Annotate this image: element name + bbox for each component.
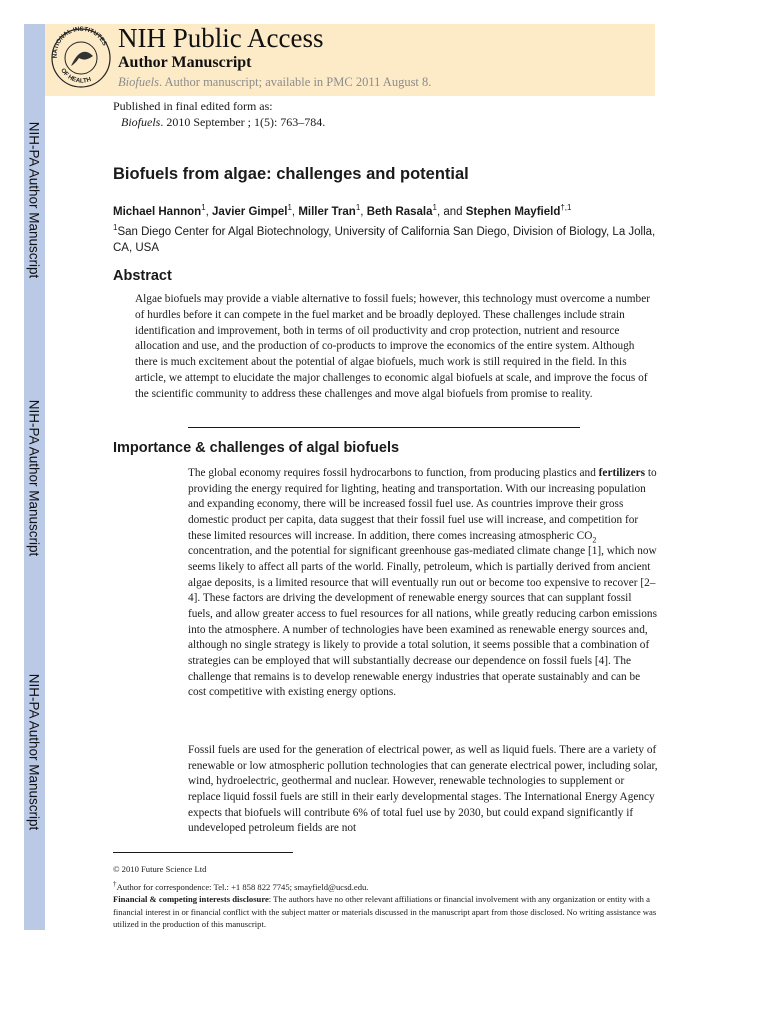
published-in-block <box>113 98 325 130</box>
body-paragraph-1: The global economy requires fossil hydrocarbons to function, from producing plastics and fertilizers to providing the energy required for lighting, heating and transportation. With our increasing population and expanding economy, there will be increased fossil fuel use. As countries improve their gross domestic product per capita, data suggest that their fossil fuel use will increase, and competition for these limited resources will increase. In addition, there comes increasing atmospheric $CO_2$ concentration, and the potential for significant greenhouse gas-mediated climate change [1], which now seems likely to affect all parts of the world. Finally, petroleum, which is partially derived from ancient algae deposits, is a limited resource that will eventually run out or become too expensive to recover [2–4]. These factors are driving the development of renewable energy sources that can supplant fossil fuels, and allow greater access to fuel resources for all nations, while greatly reducing carbon emissions into the atmosphere. A number of technologies have been examined as renewable energy sources and, although no single strategy is likely to provide a total solution, it seems possible that a combination of strategies can be employed that will substantially decrease our dependence on fossil fuels [4]. The challenge that remains is to develop renewable energy industries that operate sustainably and can be cost competitive with existing energy options. <box>188 467 657 699</box>
header-subtitle: Author Manuscript <box>118 54 252 71</box>
body-paragraph-2: Fossil fuels are used for the generation of electrical power, as well as liquid fuels. There are a variety of renewable or low atmospheric pollution technologies that can generate electrical power, including solar, wind, hydroelectric, geothermal and nuclear. However, renewable technologies to supplement or replace liquid fossil fuels are still in their early developmental stages. The International Energy Agency expects that biofuels will contribute 6% of total fuel use by 2030, but could expand significantly if undeveloped petroleum fields are not <box>188 744 658 835</box>
svg-text:NATIONAL INSTITUTES: NATIONAL INSTITUTES <box>51 25 109 59</box>
published-citation: Biofuels. 2010 September ; 1(5): 763–784. <box>121 115 326 129</box>
article-title: Biofuels from algae: challenges and potential <box>113 165 469 183</box>
correspondence-footnote: †Author for correspondence: Tel.: +1 858 822 7745; smayfield@ucsd.edu. <box>113 880 369 892</box>
footnote-divider <box>113 852 293 853</box>
abstract-text: Algae biofuels may provide a viable alternative to fossil fuels; however, this technology must overcome a number of hurdles before it can compete in the fuel market and be broadly deployed. These challenges include strain identification and improvement, both in terms of oil productivity and crop protection, nutrient and resource allocation and use, and the production of co-products to improve the economics of the entire system. Although there is much excitement about the potential of algae biofuels, much work is still required in the field. In this article, we attempt to elucidate the major challenges to economic algal biofuels at scale, and improve the focus of the scientific community to address these challenges and move algal biofuels from promise to reality. <box>135 293 650 400</box>
abstract-heading: Abstract <box>113 268 172 284</box>
abstract-divider <box>188 427 580 428</box>
author-affiliation: $^1$San Diego Center for Algal Biotechnology, University of California San Diego, Division of Biology, La Jolla, CA, USA <box>113 223 656 254</box>
svg-text:OF HEALTH: OF HEALTH <box>59 67 93 85</box>
section-heading: Importance & challenges of algal biofuels <box>113 440 400 456</box>
copyright-footnote: © 2010 Future Science Ltd <box>113 864 207 874</box>
nih-logo-icon <box>49 22 113 90</box>
header-availability: Biofuels. Author manuscript; available in PMC 2011 August 8. <box>118 75 432 89</box>
published-label: Published in final edited form as: <box>113 99 273 113</box>
author-list: Michael Hannon$^1$, Javier Gimpel$^1$, Miller Tran$^1$, Beth Rasala$^1$, and Stephen Mayfield$^{\dagger,1}$ <box>113 203 572 218</box>
disclosure-footnote: Financial & competing interests disclosure: The authors have no other relevant affiliations or financial involvement with any organization or entity with a financial interest in or financial conflict with the subject matter or materials discussed in the manuscript apart from those disclosed. No writing assistance was utilized in the production of this manuscript. <box>113 894 657 929</box>
header-title: NIH Public Access <box>118 23 324 53</box>
